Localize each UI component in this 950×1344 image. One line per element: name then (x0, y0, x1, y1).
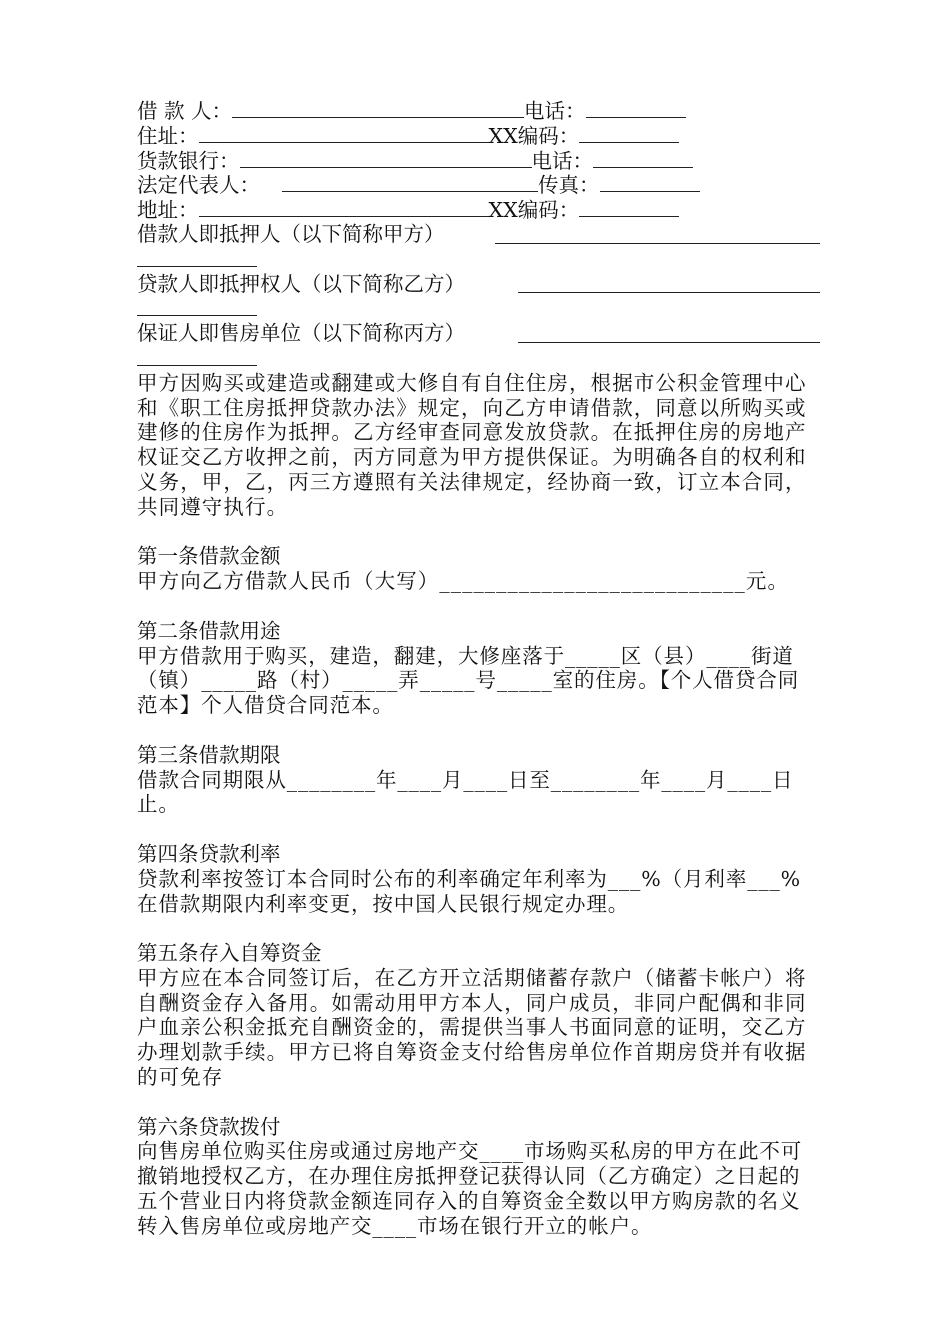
address2-blank (199, 197, 489, 217)
article-1-body: 甲方向乙方借款人民币（大写）___________________________元。 (137, 569, 790, 594)
zip1-label: XX编码： (488, 123, 580, 148)
contract-page (137, 98, 817, 1239)
legal-rep-blank (282, 172, 538, 192)
party-b-blank-cont (137, 296, 817, 321)
article-1-title: 第一条借款金额 (137, 544, 281, 569)
party-c-row (137, 321, 817, 346)
borrower-phone-label: 电话： (524, 99, 586, 123)
party-a-label: 借款人即抵押人（以下简称甲方） (137, 221, 445, 246)
article-3-body: 借款合同期限从________年____月____日至________年____月____日止。 (137, 767, 794, 817)
address2-row (137, 197, 817, 222)
zip2-label: XX编码： (488, 198, 580, 223)
party-c-label: 保证人即售房单位（以下简称丙方） (137, 321, 465, 346)
borrower-name-blank (232, 98, 524, 118)
legal-rep-row (137, 172, 817, 197)
borrower-phone-blank (586, 98, 686, 118)
address1-label: 住址： (137, 123, 199, 148)
party-b-row (137, 272, 817, 297)
party-b-blank (518, 292, 820, 293)
address1-row (137, 123, 817, 148)
article-5-title: 第五条存入自筹资金 (137, 941, 322, 966)
party-c-blank (518, 342, 820, 343)
article-2-title: 第二条借款用途 (137, 618, 281, 643)
article-2-body: 甲方借款用于购买，建造，翻建，大修座落于_____区（县）____街道（镇）_____路（村）_____弄_____号_____室的住房。【个人借贷合同范本】个人借贷合同范本。 (137, 643, 800, 718)
party-b-label: 贷款人即抵押权人（以下简称乙方） (137, 271, 465, 296)
article-3-title: 第三条借款期限 (137, 742, 281, 767)
address1-blank (199, 123, 489, 143)
borrower-row (137, 98, 817, 123)
lender-bank-blank (240, 148, 532, 168)
lender-phone-blank (593, 148, 693, 168)
zip2-blank (579, 197, 679, 217)
preamble-paragraph: 甲方因购买或建造或翻建或大修自有自住住房，根据市公积金管理中心和《职工住房抵押贷款办法》规定，向乙方申请借款，同意以所购买或建修的住房作为抵押。乙方经审查同意发放贷款。在抵押住房的房地产权证交乙方收押之前，丙方同意为甲方提供保证。为明确各自的权利和义务，甲，乙，丙三方遵照有关法律规定，经协商一致，订立本合同，共同遵守执行。 (137, 370, 807, 519)
zip1-blank (579, 123, 679, 143)
article-6-body: 向售房单位购买住房或通过房地产交____市场购买私房的甲方在此不可撤销地授权乙方，在办理住房抵押登记获得认同（乙方确定）之日起的五个营业日内将贷款金额连同存入的自筹资金全数以甲方购房款的名义转入售房单位或房地产交____市场在银行开立的帐户。 (137, 1139, 803, 1238)
fax-blank (600, 172, 700, 192)
party-a-blank-cont (137, 247, 817, 272)
lender-bank-label: 货款银行： (137, 148, 240, 173)
address2-label: 地址： (137, 198, 199, 223)
party-a-row (137, 222, 817, 247)
article-4-title: 第四条贷款利率 (137, 841, 281, 866)
borrower-label: 借 款 人： (137, 99, 233, 123)
article-6-title: 第六条贷款拨付 (137, 1114, 281, 1139)
lender-bank-row (137, 148, 817, 173)
fax-label: 传真： (538, 173, 600, 198)
article-5-body: 甲方应在本合同签订后，在乙方开立活期储蓄存款户（储蓄卡帐户）将自酬资金存入备用。如需动用甲方本人，同户成员，非同户配偶和非同户血亲公积金抵充自酬资金的，需提供当事人书面同意的证明，交乙方办理划款手续。甲方已将自筹资金支付给售房单位作首期房贷并有收据的可免存 (137, 965, 807, 1090)
lender-phone-label: 电话： (531, 148, 593, 173)
article-4-body: 贷款利率按签订本合同时公布的利率确定年利率为___%（月利率___%在借款期限内利率变更，按中国人民银行规定办理。 (137, 866, 802, 916)
party-a-blank (495, 243, 820, 244)
legal-rep-label: 法定代表人： (137, 173, 260, 198)
party-c-blank-cont (137, 346, 817, 371)
